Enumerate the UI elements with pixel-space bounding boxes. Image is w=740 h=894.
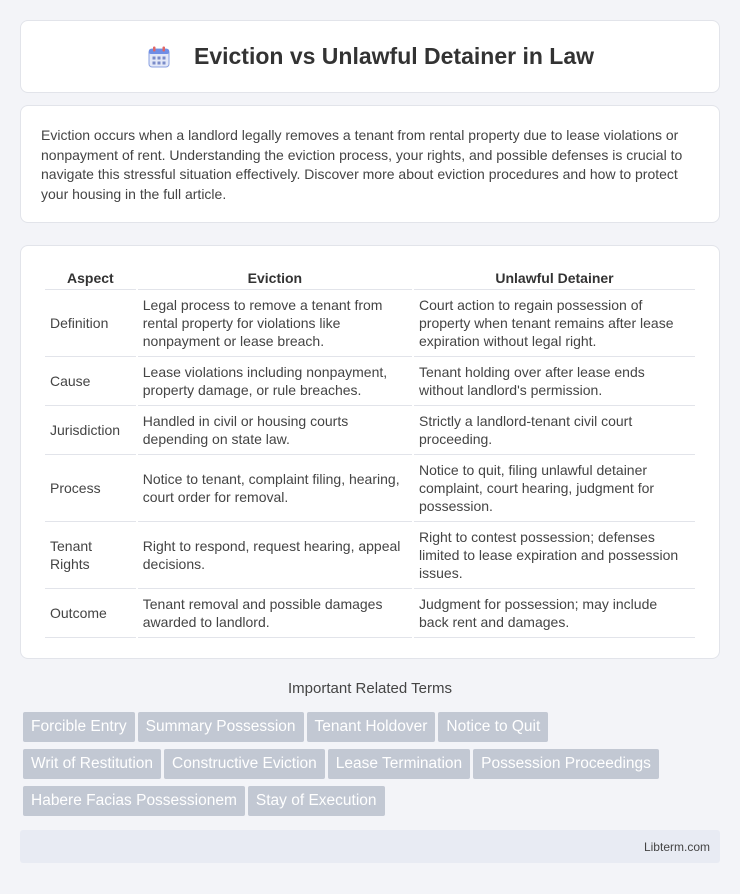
comparison-table-card [20, 245, 720, 659]
footer-site-link[interactable]: Libterm.com [643, 839, 710, 854]
aspect-cell: Definition [45, 290, 136, 357]
related-term-chip[interactable]: Constructive Eviction [164, 749, 325, 779]
comparison-table [43, 266, 697, 638]
unlawful-detainer-cell: Court action to regain possession of property when tenant remains after lease expiration without legal right. [414, 290, 695, 357]
table-row [45, 589, 695, 638]
related-terms-list [23, 712, 723, 823]
related-term-chip[interactable]: Tenant Holdover [307, 712, 436, 742]
related-term-chip[interactable]: Summary Possession [138, 712, 304, 742]
eviction-cell: Tenant removal and possible damages awarded to landlord. [138, 589, 412, 638]
unlawful-detainer-cell: Judgment for possession; may include back rent and damages. [414, 589, 695, 638]
table-row [45, 522, 695, 589]
aspect-cell: Process [45, 455, 136, 522]
related-term-chip[interactable]: Stay of Execution [248, 786, 385, 816]
footer [20, 830, 720, 863]
related-term-chip[interactable]: Writ of Restitution [23, 749, 161, 779]
page-title: Eviction vs Unlawful Detainer in Law [193, 43, 595, 69]
related-term-chip[interactable]: Forcible Entry [23, 712, 135, 742]
table-row [45, 455, 695, 522]
header-card [20, 20, 720, 93]
aspect-cell: Tenant Rights [45, 522, 136, 589]
aspect-cell: Outcome [45, 589, 136, 638]
aspect-cell: Jurisdiction [45, 406, 136, 455]
unlawful-detainer-cell: Strictly a landlord-tenant civil court proceeding. [414, 406, 695, 455]
column-header-eviction: Eviction [138, 266, 412, 290]
related-term-chip[interactable]: Notice to Quit [438, 712, 548, 742]
related-term-chip[interactable]: Lease Termination [328, 749, 470, 779]
intro-card [20, 105, 720, 223]
eviction-cell: Legal process to remove a tenant from rental property for violations like nonpayment or lease breach. [138, 290, 412, 357]
eviction-cell: Handled in civil or housing courts depending on state law. [138, 406, 412, 455]
eviction-cell: Right to respond, request hearing, appeal decisions. [138, 522, 412, 589]
related-terms-title: Important Related Terms [288, 680, 452, 697]
related-term-chip[interactable]: Possession Proceedings [473, 749, 659, 779]
eviction-cell: Lease violations including nonpayment, property damage, or rule breaches. [138, 357, 412, 406]
eviction-cell: Notice to tenant, complaint filing, hearing, court order for removal. [138, 455, 412, 522]
column-header-aspect: Aspect [45, 266, 136, 290]
table-row [45, 357, 695, 406]
aspect-cell: Cause [45, 357, 136, 406]
calendar-icon [146, 44, 172, 70]
table-header-row [45, 266, 695, 290]
related-term-chip[interactable]: Habere Facias Possessionem [23, 786, 245, 816]
table-row [45, 406, 695, 455]
unlawful-detainer-cell: Notice to quit, filing unlawful detainer complaint, court hearing, judgment for possession. [414, 455, 695, 522]
column-header-unlawful-detainer: Unlawful Detainer [414, 266, 695, 290]
table-row [45, 290, 695, 357]
unlawful-detainer-cell: Tenant holding over after lease ends without landlord's permission. [414, 357, 695, 406]
intro-text: Eviction occurs when a landlord legally removes a tenant from rental property due to lease violations or nonpayment of rent. Understanding the eviction process, your rights, and possible defenses is crucial to navigate this stressful situation effectively. Discover more about eviction procedures and how to protect your housing in the full article. [41, 127, 683, 202]
unlawful-detainer-cell: Right to contest possession; defenses limited to lease expiration and possession issues. [414, 522, 695, 589]
